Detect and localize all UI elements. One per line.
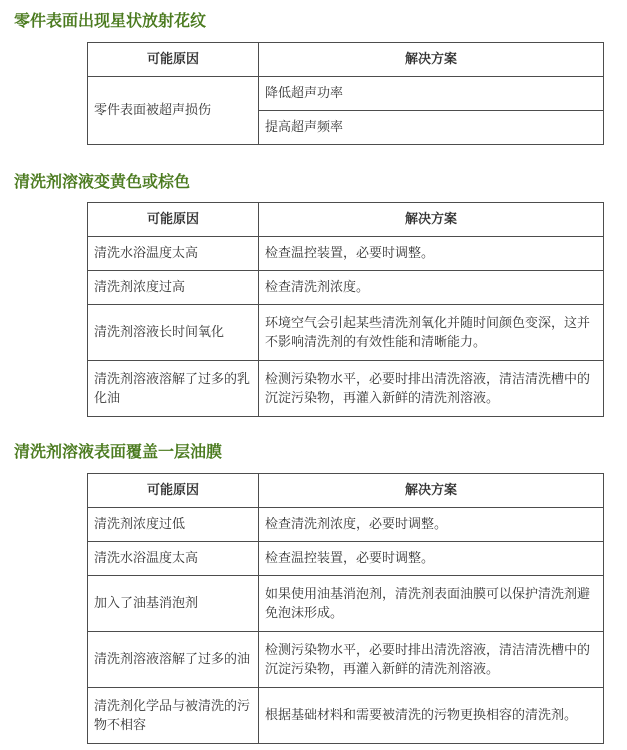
section-heading: 清洗剂溶液表面覆盖一层油膜 (14, 442, 223, 461)
table-row (88, 632, 604, 688)
solution-cell: 根据基础材料和需要被清洗的污物更换相容的清洗剂。 (259, 688, 604, 744)
table-row (88, 77, 604, 111)
column-header-solution: 解决方案 (259, 474, 604, 508)
table-row (88, 542, 604, 576)
solution-cell: 降低超声功率 (259, 77, 604, 111)
table-row (88, 361, 604, 417)
table-row (88, 688, 604, 744)
table-header-row (88, 203, 604, 237)
cause-cell: 清洗剂溶液溶解了过多的油 (88, 632, 259, 688)
solution-cell: 检测污染物水平，必要时排出清洗溶液，清洁清洗槽中的沉淀污染物，再灌入新鲜的清洗剂溶液。 (259, 632, 604, 688)
troubleshooting-table (87, 473, 604, 744)
cause-cell: 加入了油基消泡剂 (88, 576, 259, 632)
cause-cell: 零件表面被超声损伤 (88, 77, 259, 145)
column-header-cause: 可能原因 (88, 203, 259, 237)
troubleshooting-table (87, 42, 604, 145)
solution-cell: 环境空气会引起某些清洗剂氧化并随时间颜色变深，这并不影响清洗剂的有效性能和清晰能力。 (259, 305, 604, 361)
table-header-row (88, 474, 604, 508)
table-row (88, 576, 604, 632)
solution-cell: 检查清洗剂浓度，必要时调整。 (259, 508, 604, 542)
cause-cell: 清洗剂溶液长时间氧化 (88, 305, 259, 361)
table-row (88, 237, 604, 271)
column-header-solution: 解决方案 (259, 203, 604, 237)
cause-cell: 清洗剂化学品与被清洗的污物不相容 (88, 688, 259, 744)
table-header-row (88, 43, 604, 77)
cause-cell: 清洗剂溶液溶解了过多的乳化油 (88, 361, 259, 417)
column-header-cause: 可能原因 (88, 474, 259, 508)
table-row (88, 305, 604, 361)
solution-cell: 提高超声频率 (259, 111, 604, 145)
section-heading: 清洗剂溶液变黄色或棕色 (14, 172, 191, 191)
solution-cell: 检查温控装置，必要时调整。 (259, 542, 604, 576)
table-row (88, 508, 604, 542)
section-heading: 零件表面出现星状放射花纹 (14, 11, 207, 30)
troubleshooting-table (87, 202, 604, 417)
solution-cell: 检查温控装置，必要时调整。 (259, 237, 604, 271)
column-header-cause: 可能原因 (88, 43, 259, 77)
solution-cell: 检测污染物水平，必要时排出清洗溶液，清洁清洗槽中的沉淀污染物，再灌入新鲜的清洗剂溶液。 (259, 361, 604, 417)
table-row (88, 271, 604, 305)
solution-cell: 如果使用油基消泡剂，清洗剂表面油膜可以保护清洗剂避免泡沫形成。 (259, 576, 604, 632)
cause-cell: 清洗剂浓度过低 (88, 508, 259, 542)
cause-cell: 清洗水浴温度太高 (88, 542, 259, 576)
solution-cell: 检查清洗剂浓度。 (259, 271, 604, 305)
cause-cell: 清洗水浴温度太高 (88, 237, 259, 271)
column-header-solution: 解决方案 (259, 43, 604, 77)
cause-cell: 清洗剂浓度过高 (88, 271, 259, 305)
